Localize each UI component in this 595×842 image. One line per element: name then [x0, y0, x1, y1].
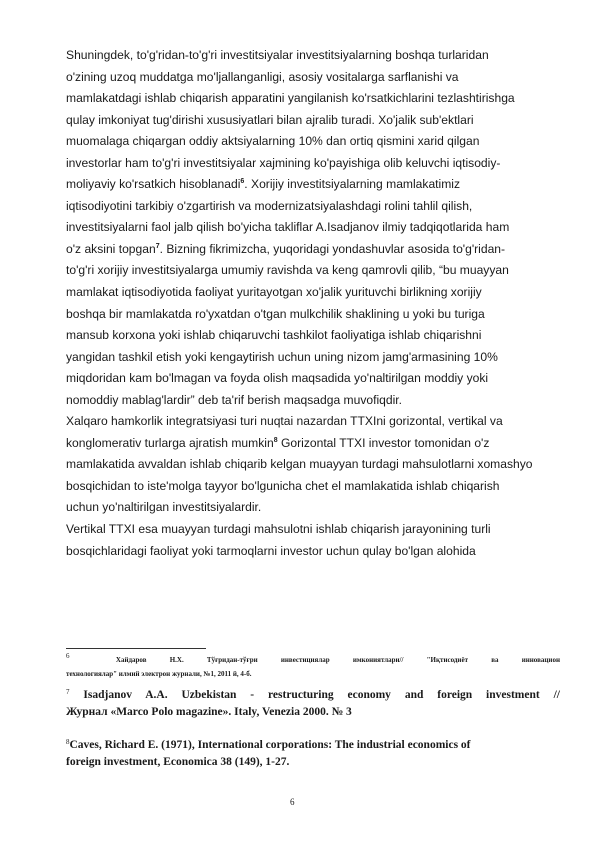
text-line: mamlakatdagi ishlab chiqarish apparatini yangilanish ko'rsatkichlarini tezlashtirishga	[66, 91, 515, 106]
footnote-text: Isadjanov A.A. Uzbekistan - restructuring economy and foreign investment //	[83, 689, 560, 701]
page-number-text: 6	[290, 797, 295, 807]
text-line: mamlakat iqtisodiyotida faoliyat yuritayotgan xo'jalik yurituvchi birlikning xorijiy	[66, 285, 482, 300]
text-line: miqdoridan kam bo'lmagan va foyda olish maqsadida yo'naltirilgan moddiy yoki	[66, 371, 489, 386]
body-text	[66, 45, 576, 562]
footnote-mark: 7	[66, 688, 70, 696]
footnote-text: Caves, Richard E. (1971), International corporations: The industrial economics of	[69, 739, 471, 751]
text-line: yangidan tashkil etish yoki kengaytirish uchun uning nizom jamg'armasining 10%	[66, 349, 498, 364]
footnote-line	[66, 739, 471, 751]
text-line: muomalaga chiqargan oddiy aktsiyalarning 10% dan ortiq qismini xarid qilgan	[66, 134, 480, 149]
text-segment: . Bizning fikrimizcha, yuqoridagi yondashuvlar asosida to'g'ridan-	[159, 241, 506, 256]
text-line: mansub korxona yoki ishlab chiqaruvchi tashkilot faoliyatiga ishlab chiqarishni	[66, 328, 482, 343]
text-segment: moliyaviy ko'rsatkich hisoblanadi	[66, 177, 241, 192]
footnote-ref-7[interactable]: 7	[155, 242, 160, 250]
footnote-mark: 8	[66, 738, 70, 746]
text-segment: . Xorijiy investitsiyalarning mamlakatimiz	[244, 177, 461, 192]
text-line: boshqa bir mamlakatda ro'yxatdan o'tgan mulkchilik shaklining u yoki bu turiga	[66, 306, 485, 321]
footnote-7	[66, 687, 560, 721]
text-line: mamlakatida avvaldan ishlab chiqarib kelgan muayyan turdagi mahsulotlarni xomashyo	[66, 457, 533, 472]
text-line	[66, 174, 576, 196]
footnote-ref-6[interactable]: 6	[240, 178, 245, 186]
text-line: bosqichidan to iste'molga tayyor bo'lgunicha chet el mamlakatida ishlab chiqarish	[66, 478, 500, 493]
footnote-line: foreign investment, Economica 38 (149), 1-27.	[66, 756, 290, 768]
footnote-mark: 6	[66, 652, 70, 660]
footnote-line: технологиялар" илмий электрон журнали, №1, 2011 й, 4-б.	[66, 670, 252, 678]
footnote-separator	[66, 648, 206, 649]
text-line: uchun yo'naltirilgan investitsiyalardir.	[66, 500, 262, 515]
text-line	[66, 239, 576, 261]
footnote-line	[66, 687, 560, 704]
footnote-ref-8[interactable]: 8	[273, 436, 278, 444]
text-line: to'g'ri xorijiy investitsiyalarga umumiy ravishda va keng qamrovli qilib, “bu muayyan	[66, 263, 509, 278]
text-line: o'zining uzoq muddatga mo'ljallanganligi, asosiy vositalarga sarflanishi va	[66, 69, 459, 84]
text-line: bosqichlaridagi faoliyat yoki tarmoqlarni investor uchun qulay bo'lgan alohida	[66, 543, 476, 558]
text-line	[66, 433, 576, 455]
text-line: investitsiyalarni faol jalb qilish bo'yicha takliflar A.Isadjanov ilmiy tadqiqotlarida ham	[66, 220, 510, 235]
text-line: investorlar ham to'g'ri investitsiyalar xajmining ko'payishiga olib keluvchi iqtisodiy-	[66, 155, 501, 170]
text-segment: konglomerativ turlarga ajratish mumkin	[66, 435, 274, 450]
text-line: Vertikal TTXI esa muayyan turdagi mahsulotni ishlab chiqarish jarayonining turli	[66, 522, 491, 537]
text-line: nomoddiy mablag'lardir” deb ta'rif berish maqsadga muvofiqdir.	[66, 392, 403, 407]
text-line: Xalqaro hamkorlik integratsiyasi turi nuqtai nazardan TTXIni gorizontal, vertikal va	[66, 414, 503, 429]
text-segment: Gorizontal TTXI investor tomonidan o'z	[277, 435, 490, 450]
text-line: qulay imkoniyat tug'dirishi xususiyatlari bilan ajralib turadi. Xo'jalik sub'ektlari	[66, 112, 474, 127]
text-line: iqtisodiyotini tarkibiy o'zgartirish va modernizatsiyalashdagi rolini tahlil qilish,	[66, 198, 473, 213]
footnote-line: Журнал «Marco Polo magazine». Italy, Venezia 2000. № 3	[66, 706, 352, 718]
text-segment: o'z aksini topgan	[66, 241, 156, 256]
footnote-text: Хайдаров Н.Х. Тўғридан-тўғри инвестициялар имкониятлари// "Иқтисодиёт ва инновацион	[115, 656, 560, 664]
footnote-6	[66, 653, 560, 681]
footnote-line	[66, 653, 560, 667]
text-line: Shuningdek, to'g'ridan-to'g'ri investitsiyalar investitsiyalarning boshqa turlaridan	[66, 48, 489, 62]
footnote-8	[66, 737, 560, 771]
